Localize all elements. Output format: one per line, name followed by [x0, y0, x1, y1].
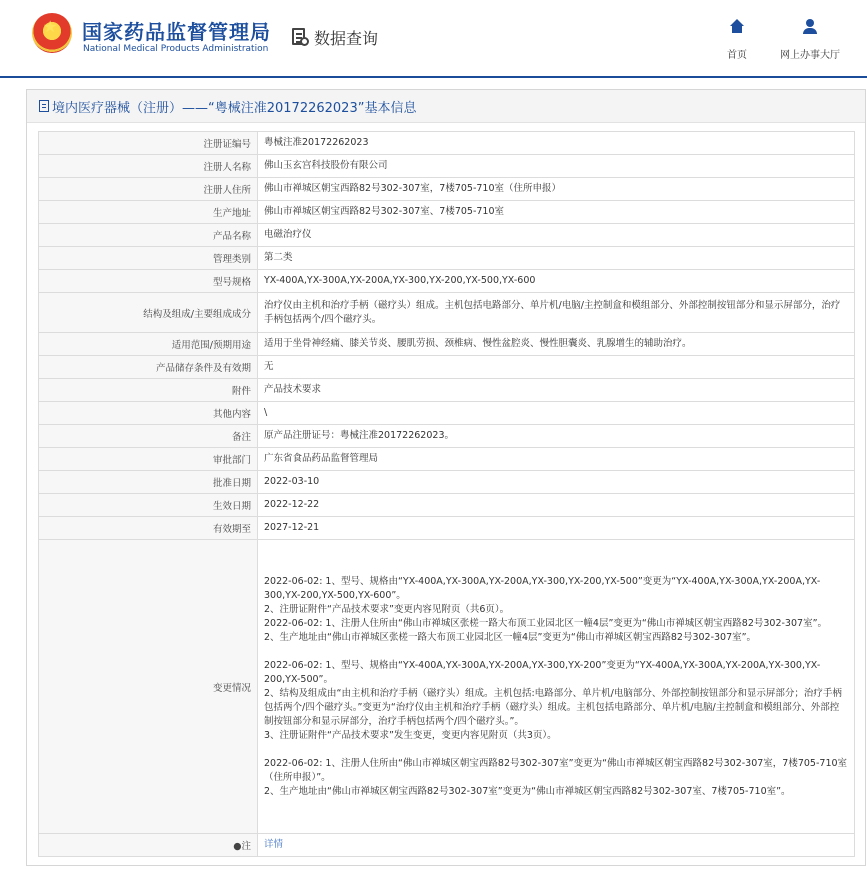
data-query-heading	[290, 26, 378, 49]
row-value: 佛山市禅城区朝宝西路82号302-307室、7楼705-710室	[258, 201, 855, 224]
row-label: 适用范围/预期用途	[39, 333, 258, 356]
row-label: 批准日期	[39, 471, 258, 494]
row-label: 管理类别	[39, 247, 258, 270]
nav-online-service-hall[interactable]	[775, 18, 845, 61]
row-value: 广东省食品药品监督管理局	[258, 448, 855, 471]
nav-home[interactable]	[720, 18, 754, 61]
table-row	[39, 517, 855, 540]
table-row	[39, 155, 855, 178]
row-label: 型号规格	[39, 270, 258, 293]
row-label: 结构及组成/主要组成成分	[39, 293, 258, 333]
note-label: 注	[241, 841, 251, 852]
nav-hall-label: 网上办事大厅	[780, 50, 840, 61]
row-label: 产品储存条件及有效期	[39, 356, 258, 379]
table-row	[39, 425, 855, 448]
row-label: 注册人住所	[39, 178, 258, 201]
row-value: 治疗仪由主机和治疗手柄（磁疗头）组成。主机包括电路部分、单片机/电脑/主控制盒和模组部分、外部控制按钮部分和显示屏部分，治疗手柄包括两个/四个磁疗头。	[258, 293, 855, 333]
document-search-icon	[290, 27, 312, 49]
row-value: 无	[258, 356, 855, 379]
details-link[interactable]: 详情	[264, 839, 284, 850]
row-value: \	[258, 402, 855, 425]
user-icon	[800, 18, 820, 38]
table-row	[39, 224, 855, 247]
changes-text: 2022-06-02: 1、型号、规格由“YX-400A,YX-300A,YX-200A,YX-300,YX-200,YX-500”变更为“YX-400A,YX-300A,YX-200A,YX-300,YX-200,YX-500,YX-600”。 2、注册证附件“产品技术要求”变更内容见附页（共6页）。 2022-06-02: 1、注册人住所由“佛山市禅城区张槎一路大布顶工业园北区一幢4层”变更为“佛山市禅城区朝宝西路82号302-307室”。 2、生产地址由“佛山市禅城区张槎一路大布顶工业园北区一幢4层”变更为“佛山市禅城区朝宝西路82号302-307室”。 2022-06-02: 1、型号、规格由“YX-400A,YX-300A,YX-200A,YX-300,YX-200”变更为“YX-400A,YX-300A,YX-200A,YX-300,YX-200,YX-500”。 2、结构及组成由“由主机和治疗手柄（磁疗头）组成。主机包括:电路部分、单片机/电脑部分、外部控制按钮部分和显示屏部分；治疗手柄包括两个/四个磁疗头。”变更为“治疗仪由主机和治疗手柄（磁疗头）组成。主机包括电路部分、单片机/电脑/主控制盒和模组部分、外部控制按钮部分和显示屏部分，治疗手柄包括两个/四个磁疗头。”。 3、注册证附件“产品技术要求”发生变更，变更内容见附页（共3页）。 2022-06-02: 1、注册人住所由“佛山市禅城区朝宝西路82号302-307室”变更为“佛山市禅城区朝宝西路82号302-307室，7楼705-710室（住所申报）”。 2、生产地址由“佛山市禅城区朝宝西路82号302-307室”变更为“佛山市禅城区朝宝西路82号302-307室、7楼705-710室”。	[258, 540, 855, 834]
row-label: 产品名称	[39, 224, 258, 247]
home-icon	[727, 18, 747, 38]
row-value: 佛山市禅城区朝宝西路82号302-307室，7楼705-710室（住所申报）	[258, 178, 855, 201]
table-row	[39, 132, 855, 155]
nav-home-label: 首页	[727, 50, 747, 61]
table-row	[39, 201, 855, 224]
note-label-cell	[39, 834, 258, 857]
changes-row	[39, 540, 855, 834]
note-row	[39, 834, 855, 857]
device-info-table	[38, 131, 855, 857]
site-title-cn[interactable]: 国家药品监督管理局	[82, 20, 271, 44]
table-row	[39, 178, 855, 201]
site-title-en: National Medical Products Administration	[83, 44, 269, 54]
basic-info-panel	[26, 89, 866, 866]
row-label: 生效日期	[39, 494, 258, 517]
table-row	[39, 247, 855, 270]
row-label: 注册人名称	[39, 155, 258, 178]
row-value: 电磁治疗仪	[258, 224, 855, 247]
row-label: 有效期至	[39, 517, 258, 540]
row-label: 其他内容	[39, 402, 258, 425]
table-row	[39, 293, 855, 333]
row-label: 审批部门	[39, 448, 258, 471]
row-value: 佛山玉玄宫科技股份有限公司	[258, 155, 855, 178]
row-label: 注册证编号	[39, 132, 258, 155]
row-value: 2027-12-21	[258, 517, 855, 540]
table-row	[39, 494, 855, 517]
changes-label: 变更情况	[39, 540, 258, 834]
table-row	[39, 356, 855, 379]
row-value: 粤械注准20172262023	[258, 132, 855, 155]
national-emblem-logo[interactable]	[32, 13, 72, 53]
row-label: 生产地址	[39, 201, 258, 224]
row-value: 2022-03-10	[258, 471, 855, 494]
dot-icon: ●	[233, 841, 242, 852]
data-query-label: 数据查询	[314, 29, 379, 48]
table-row	[39, 270, 855, 293]
row-label: 备注	[39, 425, 258, 448]
row-value: 适用于坐骨神经痛、膝关节炎、腰肌劳损、颈椎病、慢性盆腔炎、慢性胆囊炎、乳腺增生的辅助治疗。	[258, 333, 855, 356]
table-row	[39, 471, 855, 494]
panel-title	[27, 90, 865, 123]
table-row	[39, 333, 855, 356]
note-value-cell	[258, 834, 855, 857]
table-row	[39, 402, 855, 425]
row-value: 产品技术要求	[258, 379, 855, 402]
row-value: YX-400A,YX-300A,YX-200A,YX-300,YX-200,YX-500,YX-600	[258, 270, 855, 293]
row-value: 2022-12-22	[258, 494, 855, 517]
row-value: 第二类	[258, 247, 855, 270]
row-value: 原产品注册证号：粤械注准20172262023。	[258, 425, 855, 448]
table-row	[39, 379, 855, 402]
star-icon: ★	[43, 17, 58, 36]
row-label: 附件	[39, 379, 258, 402]
table-row	[39, 448, 855, 471]
site-header	[0, 0, 867, 78]
panel-title-text: 境内医疗器械（注册）——“粤械注准20172262023”基本信息	[52, 100, 417, 116]
document-icon	[39, 100, 49, 112]
